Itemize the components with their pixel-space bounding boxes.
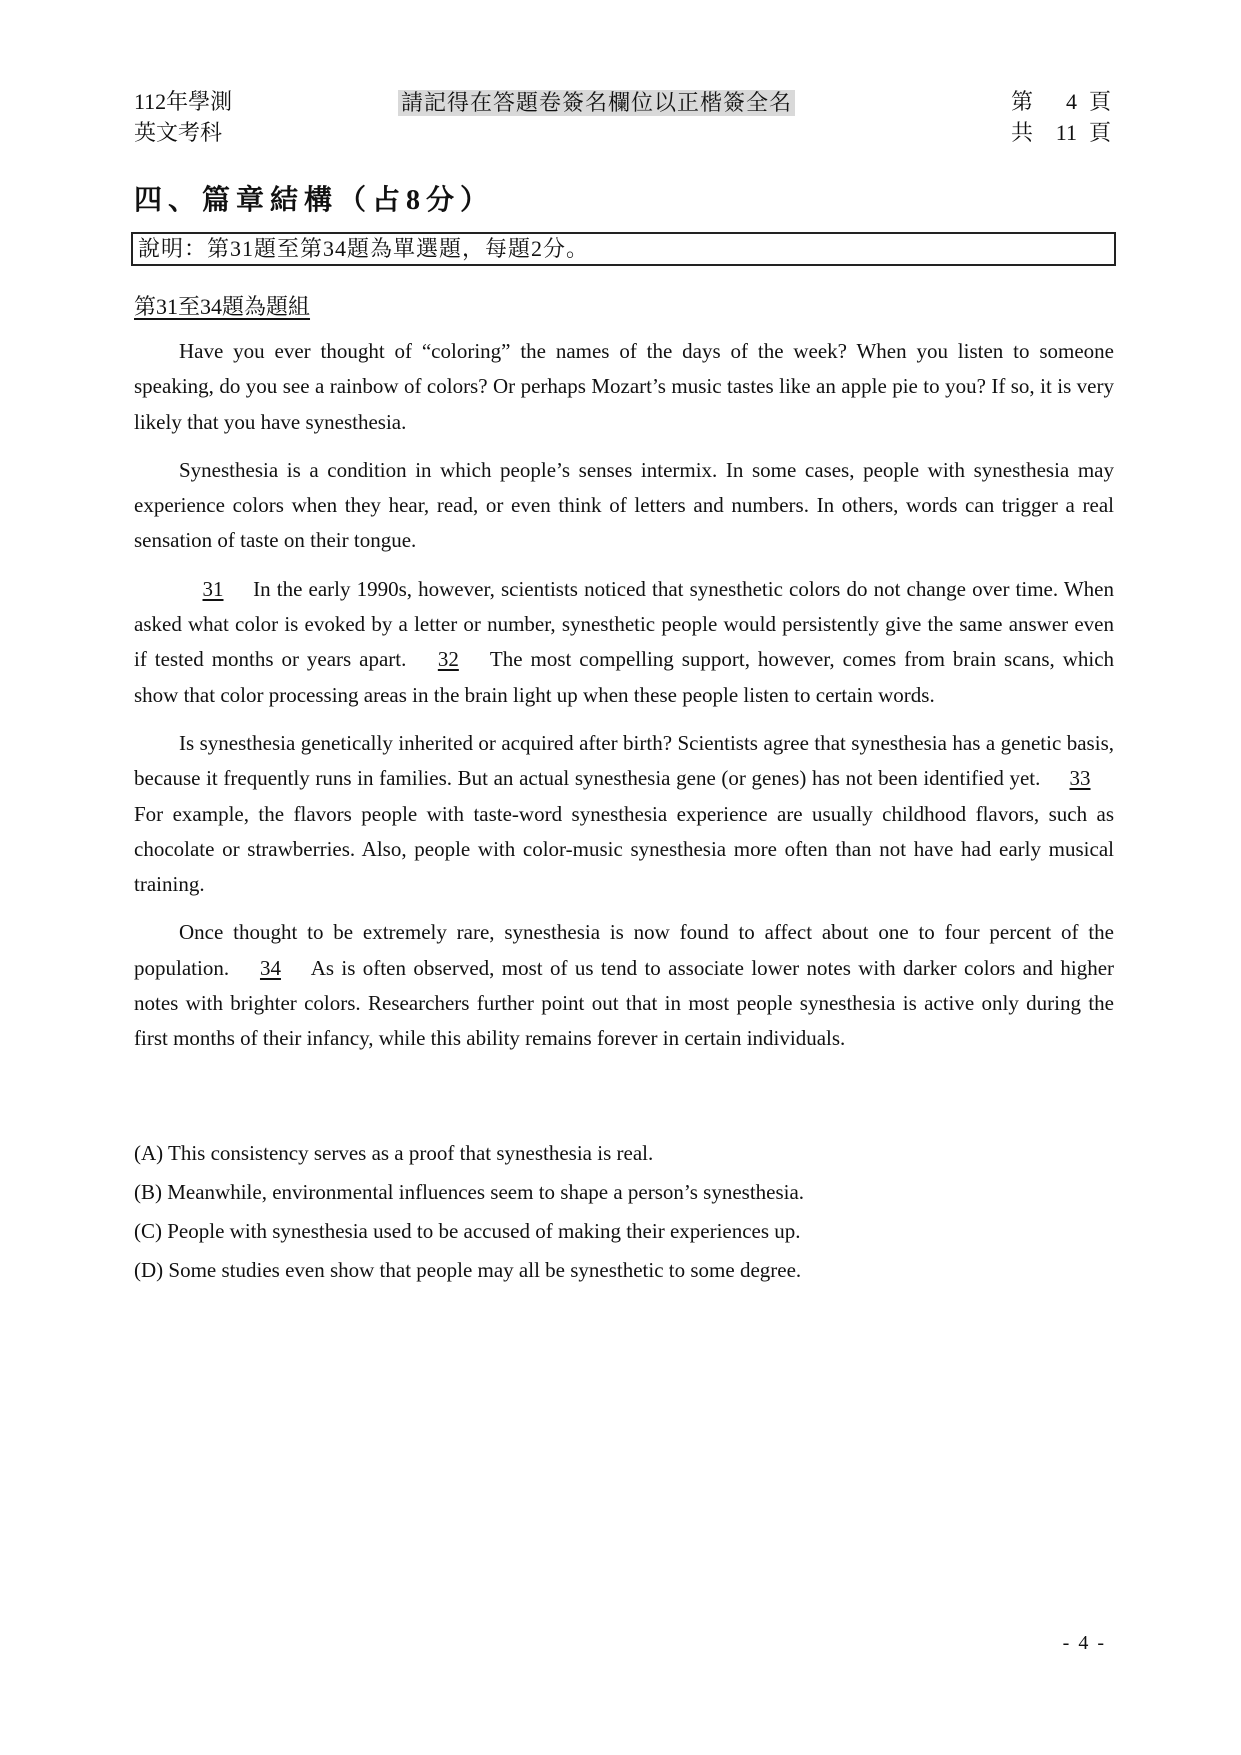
answer-options bbox=[134, 1134, 1114, 1290]
instructions-box: 說明：第31題至第34題為單選題，每題2分。 bbox=[131, 232, 1116, 266]
signature-notice: 請記得在答題卷簽名欄位以正楷簽全名 bbox=[398, 90, 795, 116]
paragraph-3 bbox=[134, 572, 1114, 713]
question-group-label: 第31至34題為題組 bbox=[134, 294, 311, 319]
paragraph-4-text-b: For example, the flavors people with taste-word synesthesia experience are usually childhood flavors, such as chocolate or strawberries. Also, people with color-music synesthesia more often than not have had early musical training. bbox=[134, 801, 1114, 897]
paragraph-3-text-b: The most compelling support, however, comes from brain scans, which show that color processing areas in the brain light up when these people listen to certain words. bbox=[134, 647, 1115, 707]
option-c: (C) People with synesthesia used to be accused of making their experiences up. bbox=[134, 1219, 801, 1243]
reading-passage bbox=[134, 334, 1114, 1070]
blank-34: 34 bbox=[259, 955, 281, 980]
paragraph-4 bbox=[134, 726, 1114, 902]
paragraph-3-text-a: In the early 1990s, however, scientists noticed that synesthetic colors do not change over time. When asked what color is evoked by a letter or number, synesthetic people would persistently give the same answer even if tested months or years apart. bbox=[134, 576, 1115, 672]
page-number: 4 bbox=[1065, 89, 1077, 114]
page-header bbox=[134, 86, 1111, 150]
option-d: (D) Some studies even show that people may all be synesthetic to some degree. bbox=[134, 1258, 802, 1282]
page-footer-number: - 4 - bbox=[1062, 1632, 1106, 1654]
page-label: 第 bbox=[1010, 89, 1033, 114]
paragraph-2: Synesthesia is a condition in which people’s senses intermix. In some cases, people with synesthesia may experience colors when they hear, read, or even think of letters and numbers. In others, words can trigger a real sensation of taste on their tongue. bbox=[134, 457, 1114, 553]
paragraph-5-text-b: As is often observed, most of us tend to associate lower notes with darker colors and higher notes with brighter colors. Researchers further point out that in most people synesthesia is active only during the first months of their infancy, while this ability remains forever in certain individuals. bbox=[134, 955, 1115, 1051]
exam-year: 112年學測 bbox=[134, 89, 233, 114]
exam-subject: 英文考科 bbox=[134, 120, 223, 145]
blank-32: 32 bbox=[437, 647, 459, 672]
total-suffix: 頁 bbox=[1088, 120, 1111, 145]
blank-33: 33 bbox=[1069, 766, 1091, 791]
paragraph-4-text-a: Is synesthesia genetically inherited or acquired after birth? Scientists agree that synesthesia has a genetic basis, because it frequently runs in families. But an actual synesthesia gene (or genes) has not been identified yet. bbox=[134, 730, 1114, 791]
paragraph-5-text-a: Once thought to be extremely rare, synesthesia is now found to affect about one to four percent of the population. bbox=[134, 920, 1114, 980]
option-a: (A) This consistency serves as a proof that synesthesia is real. bbox=[134, 1141, 654, 1165]
exam-info bbox=[134, 86, 232, 148]
total-label: 共 bbox=[1010, 120, 1033, 145]
page-suffix: 頁 bbox=[1088, 89, 1111, 114]
option-b: (B) Meanwhile, environmental influences seem to shape a person’s synesthesia. bbox=[134, 1180, 805, 1204]
total-pages-row bbox=[1011, 117, 1111, 148]
paragraph-1: Have you ever thought of “coloring” the names of the days of the week? When you listen to someone speaking, do you see a rainbow of colors? Or perhaps Mozart’s music tastes like an apple pie to you? If so, it is very likely that you have synesthesia. bbox=[134, 339, 1114, 434]
total-pages: 11 bbox=[1055, 120, 1077, 145]
blank-31: 31 bbox=[202, 576, 224, 601]
section-title: 四、篇章結構（占8分） bbox=[134, 185, 495, 216]
page-counter bbox=[1011, 86, 1111, 148]
current-page-row bbox=[1011, 86, 1111, 117]
paragraph-5 bbox=[134, 915, 1114, 1056]
